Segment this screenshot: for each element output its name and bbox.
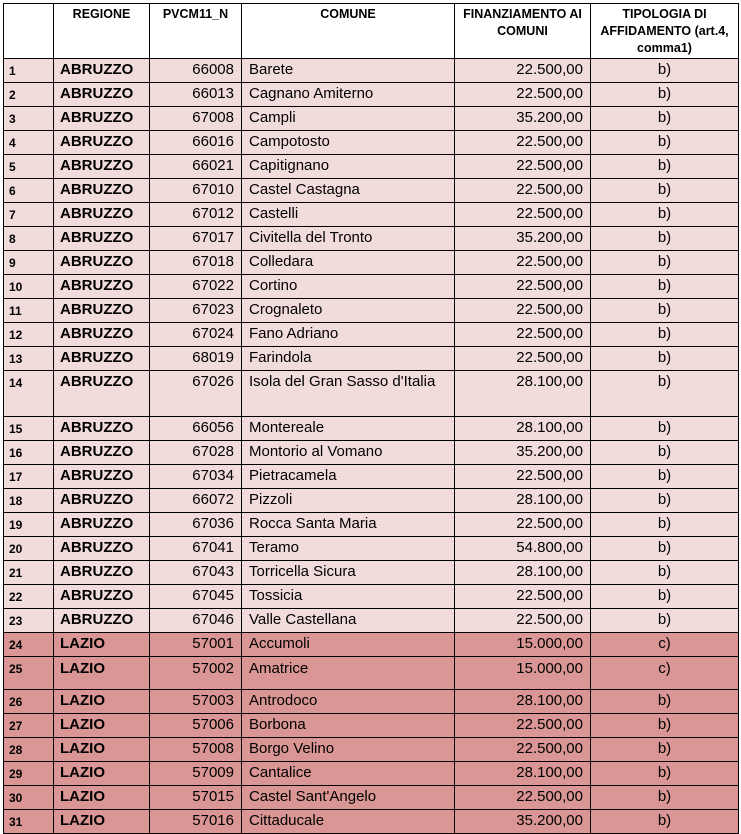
tipologia-cell: b) [591,83,739,107]
comune-cell: Cagnano Amiterno [242,83,455,107]
finanziamento-cell: 22.500,00 [455,59,591,83]
row-number: 28 [4,738,54,762]
regione-cell: ABRUZZO [54,465,150,489]
row-number: 31 [4,810,54,834]
comune-cell: Amatrice [242,657,455,690]
table-row [4,323,739,347]
regione-cell: ABRUZZO [54,417,150,441]
finanziamento-cell: 28.100,00 [455,417,591,441]
tipologia-cell: b) [591,323,739,347]
regione-cell: LAZIO [54,690,150,714]
finanziamento-cell: 22.500,00 [455,465,591,489]
regione-cell: ABRUZZO [54,299,150,323]
comune-cell: Torricella Sicura [242,561,455,585]
finanziamento-cell: 35.200,00 [455,107,591,131]
tipologia-cell: b) [591,107,739,131]
regione-cell: ABRUZZO [54,155,150,179]
table-row [4,738,739,762]
row-number: 3 [4,107,54,131]
tipologia-cell: c) [591,657,739,690]
header-regione: REGIONE [54,4,150,59]
row-number: 5 [4,155,54,179]
row-number: 13 [4,347,54,371]
row-number: 17 [4,465,54,489]
tipologia-cell: b) [591,537,739,561]
row-number: 23 [4,609,54,633]
row-number: 29 [4,762,54,786]
tipologia-cell: b) [591,131,739,155]
pvcm-code-cell: 66072 [150,489,242,513]
comune-cell: Fano Adriano [242,323,455,347]
regione-cell: LAZIO [54,810,150,834]
table-row [4,155,739,179]
comune-cell: Colledara [242,251,455,275]
header-tipologia: TIPOLOGIA DI AFFIDAMENTO (art.4, comma1) [591,4,739,59]
table-row [4,299,739,323]
table-row [4,59,739,83]
comune-cell: Pietracamela [242,465,455,489]
pvcm-code-cell: 67028 [150,441,242,465]
comune-cell: Montorio al Vomano [242,441,455,465]
comune-cell: Capitignano [242,155,455,179]
comune-cell: Campotosto [242,131,455,155]
row-number: 22 [4,585,54,609]
comune-cell: Antrodoco [242,690,455,714]
row-number: 12 [4,323,54,347]
row-number: 15 [4,417,54,441]
tipologia-cell: b) [591,155,739,179]
finanziamento-cell: 22.500,00 [455,203,591,227]
header-pvcm: PVCM11_N [150,4,242,59]
finanziamento-cell: 22.500,00 [455,131,591,155]
finanziamento-cell: 28.100,00 [455,489,591,513]
pvcm-code-cell: 66008 [150,59,242,83]
row-number: 26 [4,690,54,714]
finanziamento-cell: 22.500,00 [455,275,591,299]
tipologia-cell: b) [591,609,739,633]
table-row [4,657,739,690]
pvcm-code-cell: 66056 [150,417,242,441]
row-number: 10 [4,275,54,299]
regione-cell: LAZIO [54,714,150,738]
comune-cell: Tossicia [242,585,455,609]
pvcm-code-cell: 57009 [150,762,242,786]
row-number: 16 [4,441,54,465]
pvcm-code-cell: 57002 [150,657,242,690]
row-number: 19 [4,513,54,537]
regione-cell: ABRUZZO [54,203,150,227]
tipologia-cell: b) [591,227,739,251]
table-row [4,786,739,810]
table-row [4,107,739,131]
table-row [4,347,739,371]
finanziamento-cell: 22.500,00 [455,251,591,275]
pvcm-code-cell: 67036 [150,513,242,537]
header-comune: COMUNE [242,4,455,59]
tipologia-cell: b) [591,585,739,609]
table-row [4,83,739,107]
tipologia-cell: b) [591,347,739,371]
comune-cell: Isola del Gran Sasso d'Italia [242,371,455,417]
regione-cell: ABRUZZO [54,585,150,609]
pvcm-code-cell: 67043 [150,561,242,585]
pvcm-code-cell: 66013 [150,83,242,107]
finanziamento-cell: 54.800,00 [455,537,591,561]
tipologia-cell: b) [591,371,739,417]
tipologia-cell: b) [591,441,739,465]
finanziamento-cell: 22.500,00 [455,513,591,537]
row-number: 6 [4,179,54,203]
finanziamento-cell: 22.500,00 [455,609,591,633]
table-row [4,371,739,417]
regione-cell: LAZIO [54,786,150,810]
row-number: 2 [4,83,54,107]
finanziamento-cell: 28.100,00 [455,762,591,786]
tipologia-cell: b) [591,810,739,834]
pvcm-code-cell: 67024 [150,323,242,347]
comune-cell: Cittaducale [242,810,455,834]
comune-cell: Farindola [242,347,455,371]
table-row [4,537,739,561]
comune-cell: Accumoli [242,633,455,657]
regione-cell: ABRUZZO [54,227,150,251]
table-body [4,59,739,834]
table-row [4,227,739,251]
comune-cell: Civitella del Tronto [242,227,455,251]
row-number: 7 [4,203,54,227]
table-row [4,609,739,633]
tipologia-cell: b) [591,465,739,489]
regione-cell: ABRUZZO [54,347,150,371]
finanziamento-cell: 28.100,00 [455,561,591,585]
row-number: 20 [4,537,54,561]
table-row [4,275,739,299]
table-row [4,633,739,657]
comune-cell: Castelli [242,203,455,227]
tipologia-cell: b) [591,561,739,585]
tipologia-cell: b) [591,513,739,537]
finanziamento-cell: 22.500,00 [455,299,591,323]
finanziamento-cell: 22.500,00 [455,323,591,347]
table-row [4,465,739,489]
row-number: 27 [4,714,54,738]
pvcm-code-cell: 57008 [150,738,242,762]
tipologia-cell: b) [591,762,739,786]
comune-cell: Teramo [242,537,455,561]
regione-cell: LAZIO [54,657,150,690]
regione-cell: LAZIO [54,738,150,762]
pvcm-code-cell: 68019 [150,347,242,371]
comune-cell: Montereale [242,417,455,441]
table-row [4,489,739,513]
regione-cell: ABRUZZO [54,371,150,417]
regione-cell: ABRUZZO [54,251,150,275]
regione-cell: ABRUZZO [54,275,150,299]
tipologia-cell: c) [591,633,739,657]
regione-cell: ABRUZZO [54,609,150,633]
tipologia-cell: b) [591,203,739,227]
tipologia-cell: b) [591,275,739,299]
funding-table [3,3,739,834]
table-row [4,714,739,738]
pvcm-code-cell: 67041 [150,537,242,561]
pvcm-code-cell: 57015 [150,786,242,810]
comune-cell: Barete [242,59,455,83]
table-row [4,251,739,275]
table-row [4,690,739,714]
comune-cell: Castel Sant'Angelo [242,786,455,810]
table-row [4,179,739,203]
pvcm-code-cell: 67045 [150,585,242,609]
regione-cell: LAZIO [54,762,150,786]
pvcm-code-cell: 67018 [150,251,242,275]
pvcm-code-cell: 67046 [150,609,242,633]
tipologia-cell: b) [591,489,739,513]
pvcm-code-cell: 67022 [150,275,242,299]
tipologia-cell: b) [591,714,739,738]
tipologia-cell: b) [591,179,739,203]
tipologia-cell: b) [591,690,739,714]
comune-cell: Borbona [242,714,455,738]
tipologia-cell: b) [591,786,739,810]
pvcm-code-cell: 57016 [150,810,242,834]
header-num [4,4,54,59]
comune-cell: Pizzoli [242,489,455,513]
tipologia-cell: b) [591,299,739,323]
finanziamento-cell: 22.500,00 [455,347,591,371]
pvcm-code-cell: 67034 [150,465,242,489]
row-number: 8 [4,227,54,251]
row-number: 24 [4,633,54,657]
tipologia-cell: b) [591,417,739,441]
regione-cell: ABRUZZO [54,83,150,107]
finanziamento-cell: 22.500,00 [455,179,591,203]
finanziamento-cell: 15.000,00 [455,633,591,657]
comune-cell: Borgo Velino [242,738,455,762]
pvcm-code-cell: 67026 [150,371,242,417]
table-row [4,417,739,441]
tipologia-cell: b) [591,251,739,275]
row-number: 4 [4,131,54,155]
regione-cell: ABRUZZO [54,561,150,585]
regione-cell: ABRUZZO [54,537,150,561]
table-row [4,513,739,537]
finanziamento-cell: 35.200,00 [455,810,591,834]
regione-cell: ABRUZZO [54,59,150,83]
regione-cell: ABRUZZO [54,107,150,131]
table-row [4,762,739,786]
finanziamento-cell: 28.100,00 [455,371,591,417]
table-row [4,561,739,585]
finanziamento-cell: 35.200,00 [455,441,591,465]
row-number: 30 [4,786,54,810]
regione-cell: ABRUZZO [54,179,150,203]
row-number: 18 [4,489,54,513]
pvcm-code-cell: 67010 [150,179,242,203]
row-number: 1 [4,59,54,83]
finanziamento-cell: 22.500,00 [455,155,591,179]
finanziamento-cell: 22.500,00 [455,714,591,738]
comune-cell: Cortino [242,275,455,299]
row-number: 25 [4,657,54,690]
finanziamento-cell: 22.500,00 [455,738,591,762]
finanziamento-cell: 22.500,00 [455,83,591,107]
table-row [4,585,739,609]
finanziamento-cell: 15.000,00 [455,657,591,690]
finanziamento-cell: 22.500,00 [455,786,591,810]
regione-cell: ABRUZZO [54,131,150,155]
regione-cell: ABRUZZO [54,323,150,347]
row-number: 21 [4,561,54,585]
pvcm-code-cell: 67017 [150,227,242,251]
regione-cell: ABRUZZO [54,489,150,513]
row-number: 14 [4,371,54,417]
table-row [4,131,739,155]
comune-cell: Cantalice [242,762,455,786]
pvcm-code-cell: 66016 [150,131,242,155]
table-row [4,441,739,465]
pvcm-code-cell: 67023 [150,299,242,323]
pvcm-code-cell: 57006 [150,714,242,738]
header-finanziamento: FINANZIAMENTO AI COMUNI [455,4,591,59]
finanziamento-cell: 28.100,00 [455,690,591,714]
tipologia-cell: b) [591,738,739,762]
finanziamento-cell: 22.500,00 [455,585,591,609]
regione-cell: ABRUZZO [54,513,150,537]
pvcm-code-cell: 57001 [150,633,242,657]
pvcm-code-cell: 67008 [150,107,242,131]
row-number: 9 [4,251,54,275]
regione-cell: LAZIO [54,633,150,657]
regione-cell: ABRUZZO [54,441,150,465]
comune-cell: Valle Castellana [242,609,455,633]
comune-cell: Rocca Santa Maria [242,513,455,537]
finanziamento-cell: 35.200,00 [455,227,591,251]
comune-cell: Castel Castagna [242,179,455,203]
table-row [4,203,739,227]
tipologia-cell: b) [591,59,739,83]
comune-cell: Campli [242,107,455,131]
pvcm-code-cell: 67012 [150,203,242,227]
header-row [4,4,739,59]
pvcm-code-cell: 57003 [150,690,242,714]
comune-cell: Crognaleto [242,299,455,323]
pvcm-code-cell: 66021 [150,155,242,179]
row-number: 11 [4,299,54,323]
